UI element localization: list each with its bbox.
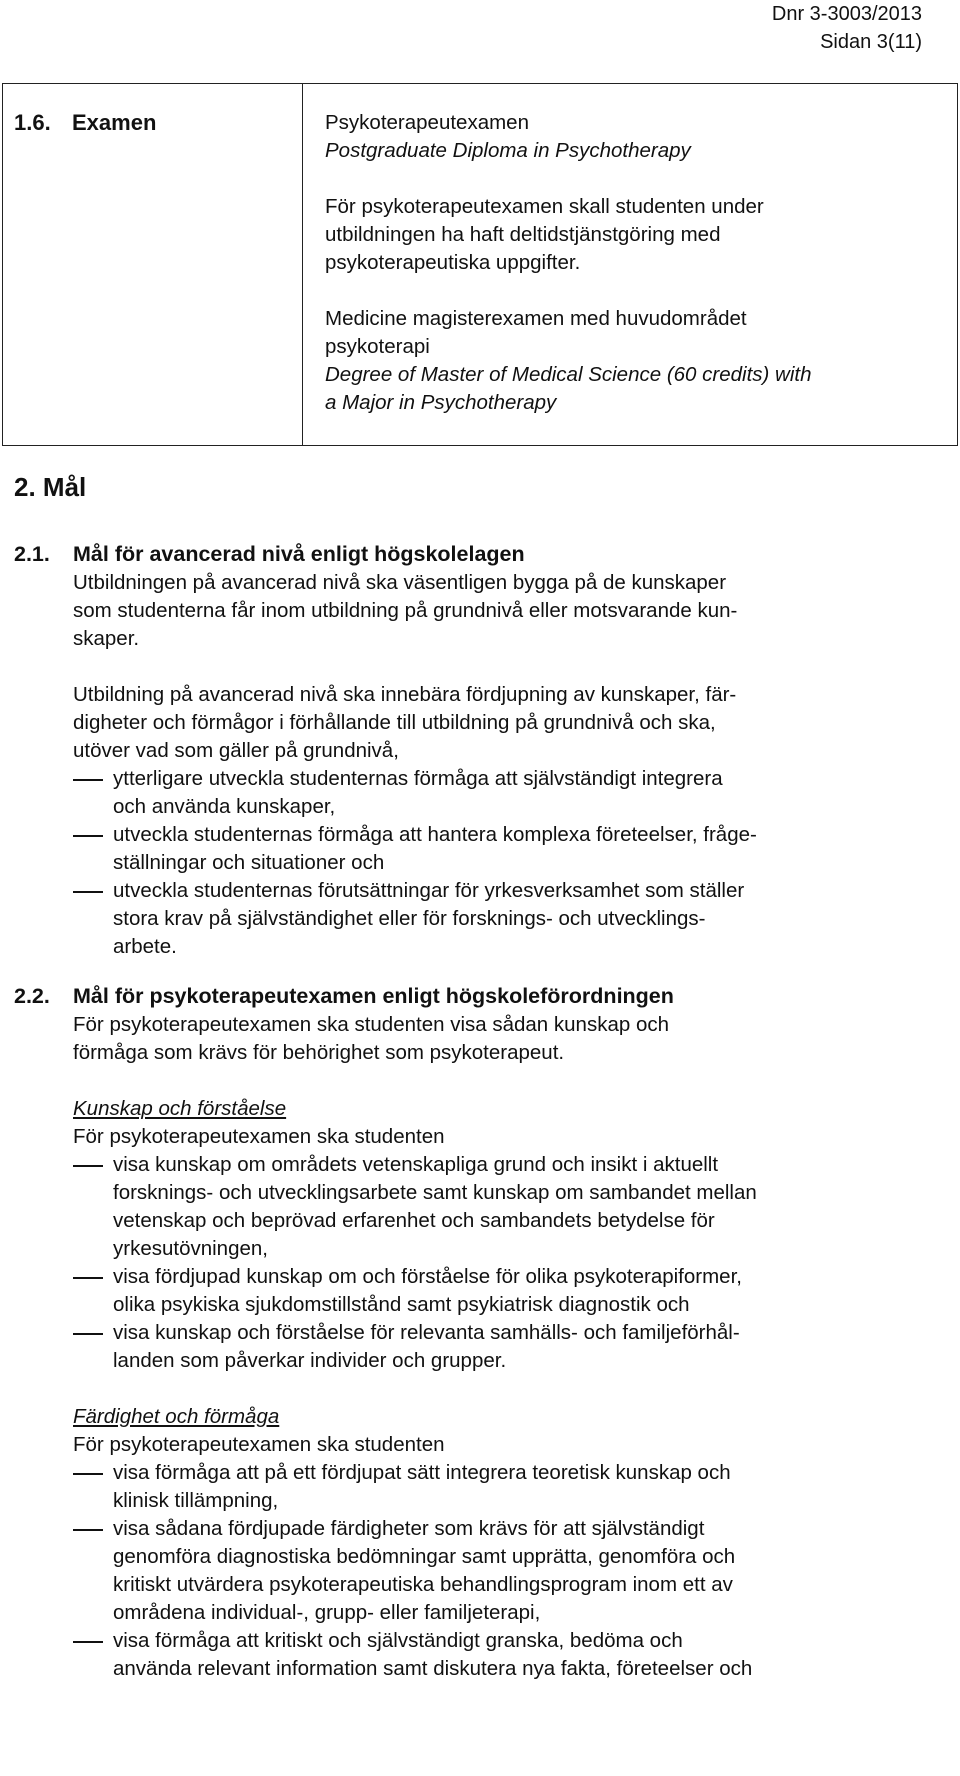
subsection-heading-2-2 xyxy=(0,981,960,1011)
text-line: visa förmåga att på ett fördjupat sätt integrera teoretisk kunskap och xyxy=(113,1461,731,1484)
text-line: landen som påverkar individer och grupper. xyxy=(113,1349,507,1372)
skills-heading: Färdighet och förmåga xyxy=(73,1405,280,1428)
text-line: klinisk tillämpning, xyxy=(113,1489,279,1512)
paragraph xyxy=(73,1011,913,1683)
bullet-item xyxy=(73,1263,913,1319)
exam-content-cell xyxy=(325,109,951,417)
text-line: visa kunskap och förståelse för relevanta samhälls- och familjeförhål- xyxy=(113,1321,740,1344)
exam-title-en: Postgraduate Diploma in Psychotherapy xyxy=(325,139,691,162)
document-number: Dnr 3-3003/2013 xyxy=(771,3,922,25)
text-line: visa fördjupad kunskap om och förståelse för olika psykoterapiformer, xyxy=(113,1265,742,1288)
subsection-title: Mål för avancerad nivå enligt högskolelagen xyxy=(73,542,525,566)
bullet-item xyxy=(73,1459,913,1515)
exam-requirement-line: utbildningen ha haft deltidstjänstgöring med xyxy=(325,223,721,246)
text-line: stora krav på självständighet eller för forsknings- och utvecklings- xyxy=(113,907,706,930)
subsection-number: 2.1. xyxy=(14,542,50,566)
text-line: visa förmåga att kritiskt och självständigt granska, bedöma och xyxy=(113,1629,683,1652)
exam-number: 1.6. xyxy=(14,110,51,135)
paragraph xyxy=(73,569,913,961)
master-title-en-line: Degree of Master of Medical Science (60 credits) with xyxy=(325,363,812,386)
subsection-heading-2-1 xyxy=(0,539,960,569)
text-line: vetenskap och beprövad erfarenhet och sambandets betydelse för xyxy=(113,1209,715,1232)
text-line: Utbildningen på avancerad nivå ska väsentligen bygga på de kunskaper xyxy=(73,571,727,594)
bullet-item xyxy=(73,877,913,961)
knowledge-heading: Kunskap och förståelse xyxy=(73,1097,287,1120)
exam-title-sv: Psykoterapeutexamen xyxy=(325,111,529,134)
bullet-item xyxy=(73,1627,913,1683)
text-line: Utbildning på avancerad nivå ska innebära fördjupning av kunskaper, fär- xyxy=(73,683,737,706)
subsection-number: 2.2. xyxy=(14,984,50,1008)
bullet-item xyxy=(73,821,913,877)
text-line: som studenterna får inom utbildning på grundnivå eller motsvarande kun- xyxy=(73,599,738,622)
subsection-title: Mål för psykoterapeutexamen enligt högskoleförordningen xyxy=(73,984,674,1008)
master-title-sv-line: Medicine magisterexamen med huvudområdet xyxy=(325,307,747,330)
exam-label-cell xyxy=(3,84,303,445)
exam-requirement-line: För psykoterapeutexamen skall studenten under xyxy=(325,195,764,218)
text-line: använda relevant information samt diskutera nya fakta, företeelser och xyxy=(113,1657,753,1680)
goals-content xyxy=(0,539,960,1683)
text-line: ytterligare utveckla studenternas förmåga att självständigt integrera xyxy=(113,767,723,790)
text-line: arbete. xyxy=(113,935,177,958)
text-line: visa sådana fördjupade färdigheter som krävs för att självständigt xyxy=(113,1517,705,1540)
master-title-sv-line: psykoterapi xyxy=(325,335,430,358)
text-line: kritiskt utvärdera psykoterapeutiska behandlingsprogram inom ett av xyxy=(113,1573,733,1596)
exam-table xyxy=(2,83,958,446)
text-line: områdena individual-, grupp- eller familjeterapi, xyxy=(113,1601,541,1624)
text-line: visa kunskap om områdets vetenskapliga grund och insikt i aktuellt xyxy=(113,1153,719,1176)
text-line: För psykoterapeutexamen ska studenten visa sådan kunskap och xyxy=(73,1013,669,1036)
text-line: genomföra diagnostiska bedömningar samt upprätta, genomföra och xyxy=(113,1545,736,1568)
text-line: utveckla studenternas förutsättningar för yrkesverksamhet som ställer xyxy=(113,879,745,902)
text-line: forsknings- och utvecklingsarbete samt kunskap om sambandet mellan xyxy=(113,1181,757,1204)
bullet-item xyxy=(73,1515,913,1627)
text-line: utöver vad som gäller på grundnivå, xyxy=(73,739,399,762)
skills-lead: För psykoterapeutexamen ska studenten xyxy=(73,1433,445,1456)
page-number: Sidan 3(11) xyxy=(820,31,922,53)
section-heading-goals: 2. Mål xyxy=(14,472,87,502)
master-title-en-line: a Major in Psychotherapy xyxy=(325,391,557,414)
text-line: yrkesutövningen, xyxy=(113,1237,268,1260)
text-line: olika psykiska sjukdomstillstånd samt psykiatrisk diagnostik och xyxy=(113,1293,690,1316)
text-line: skaper. xyxy=(73,627,140,650)
exam-label: Examen xyxy=(72,110,157,135)
bullet-item xyxy=(73,1151,913,1263)
page-header xyxy=(772,0,922,56)
text-line: och använda kunskaper, xyxy=(113,795,336,818)
exam-heading xyxy=(14,109,156,137)
text-line: ställningar och situationer och xyxy=(113,851,385,874)
text-line: digheter och förmågor i förhållande till utbildning på grundnivå och ska, xyxy=(73,711,716,734)
text-line: förmåga som krävs för behörighet som psykoterapeut. xyxy=(73,1041,565,1064)
exam-requirement-line: psykoterapeutiska uppgifter. xyxy=(325,251,581,274)
bullet-item xyxy=(73,1319,913,1375)
bullet-item xyxy=(73,765,913,821)
text-line: utveckla studenternas förmåga att hantera komplexa företeelser, fråge- xyxy=(113,823,757,846)
knowledge-lead: För psykoterapeutexamen ska studenten xyxy=(73,1125,445,1148)
